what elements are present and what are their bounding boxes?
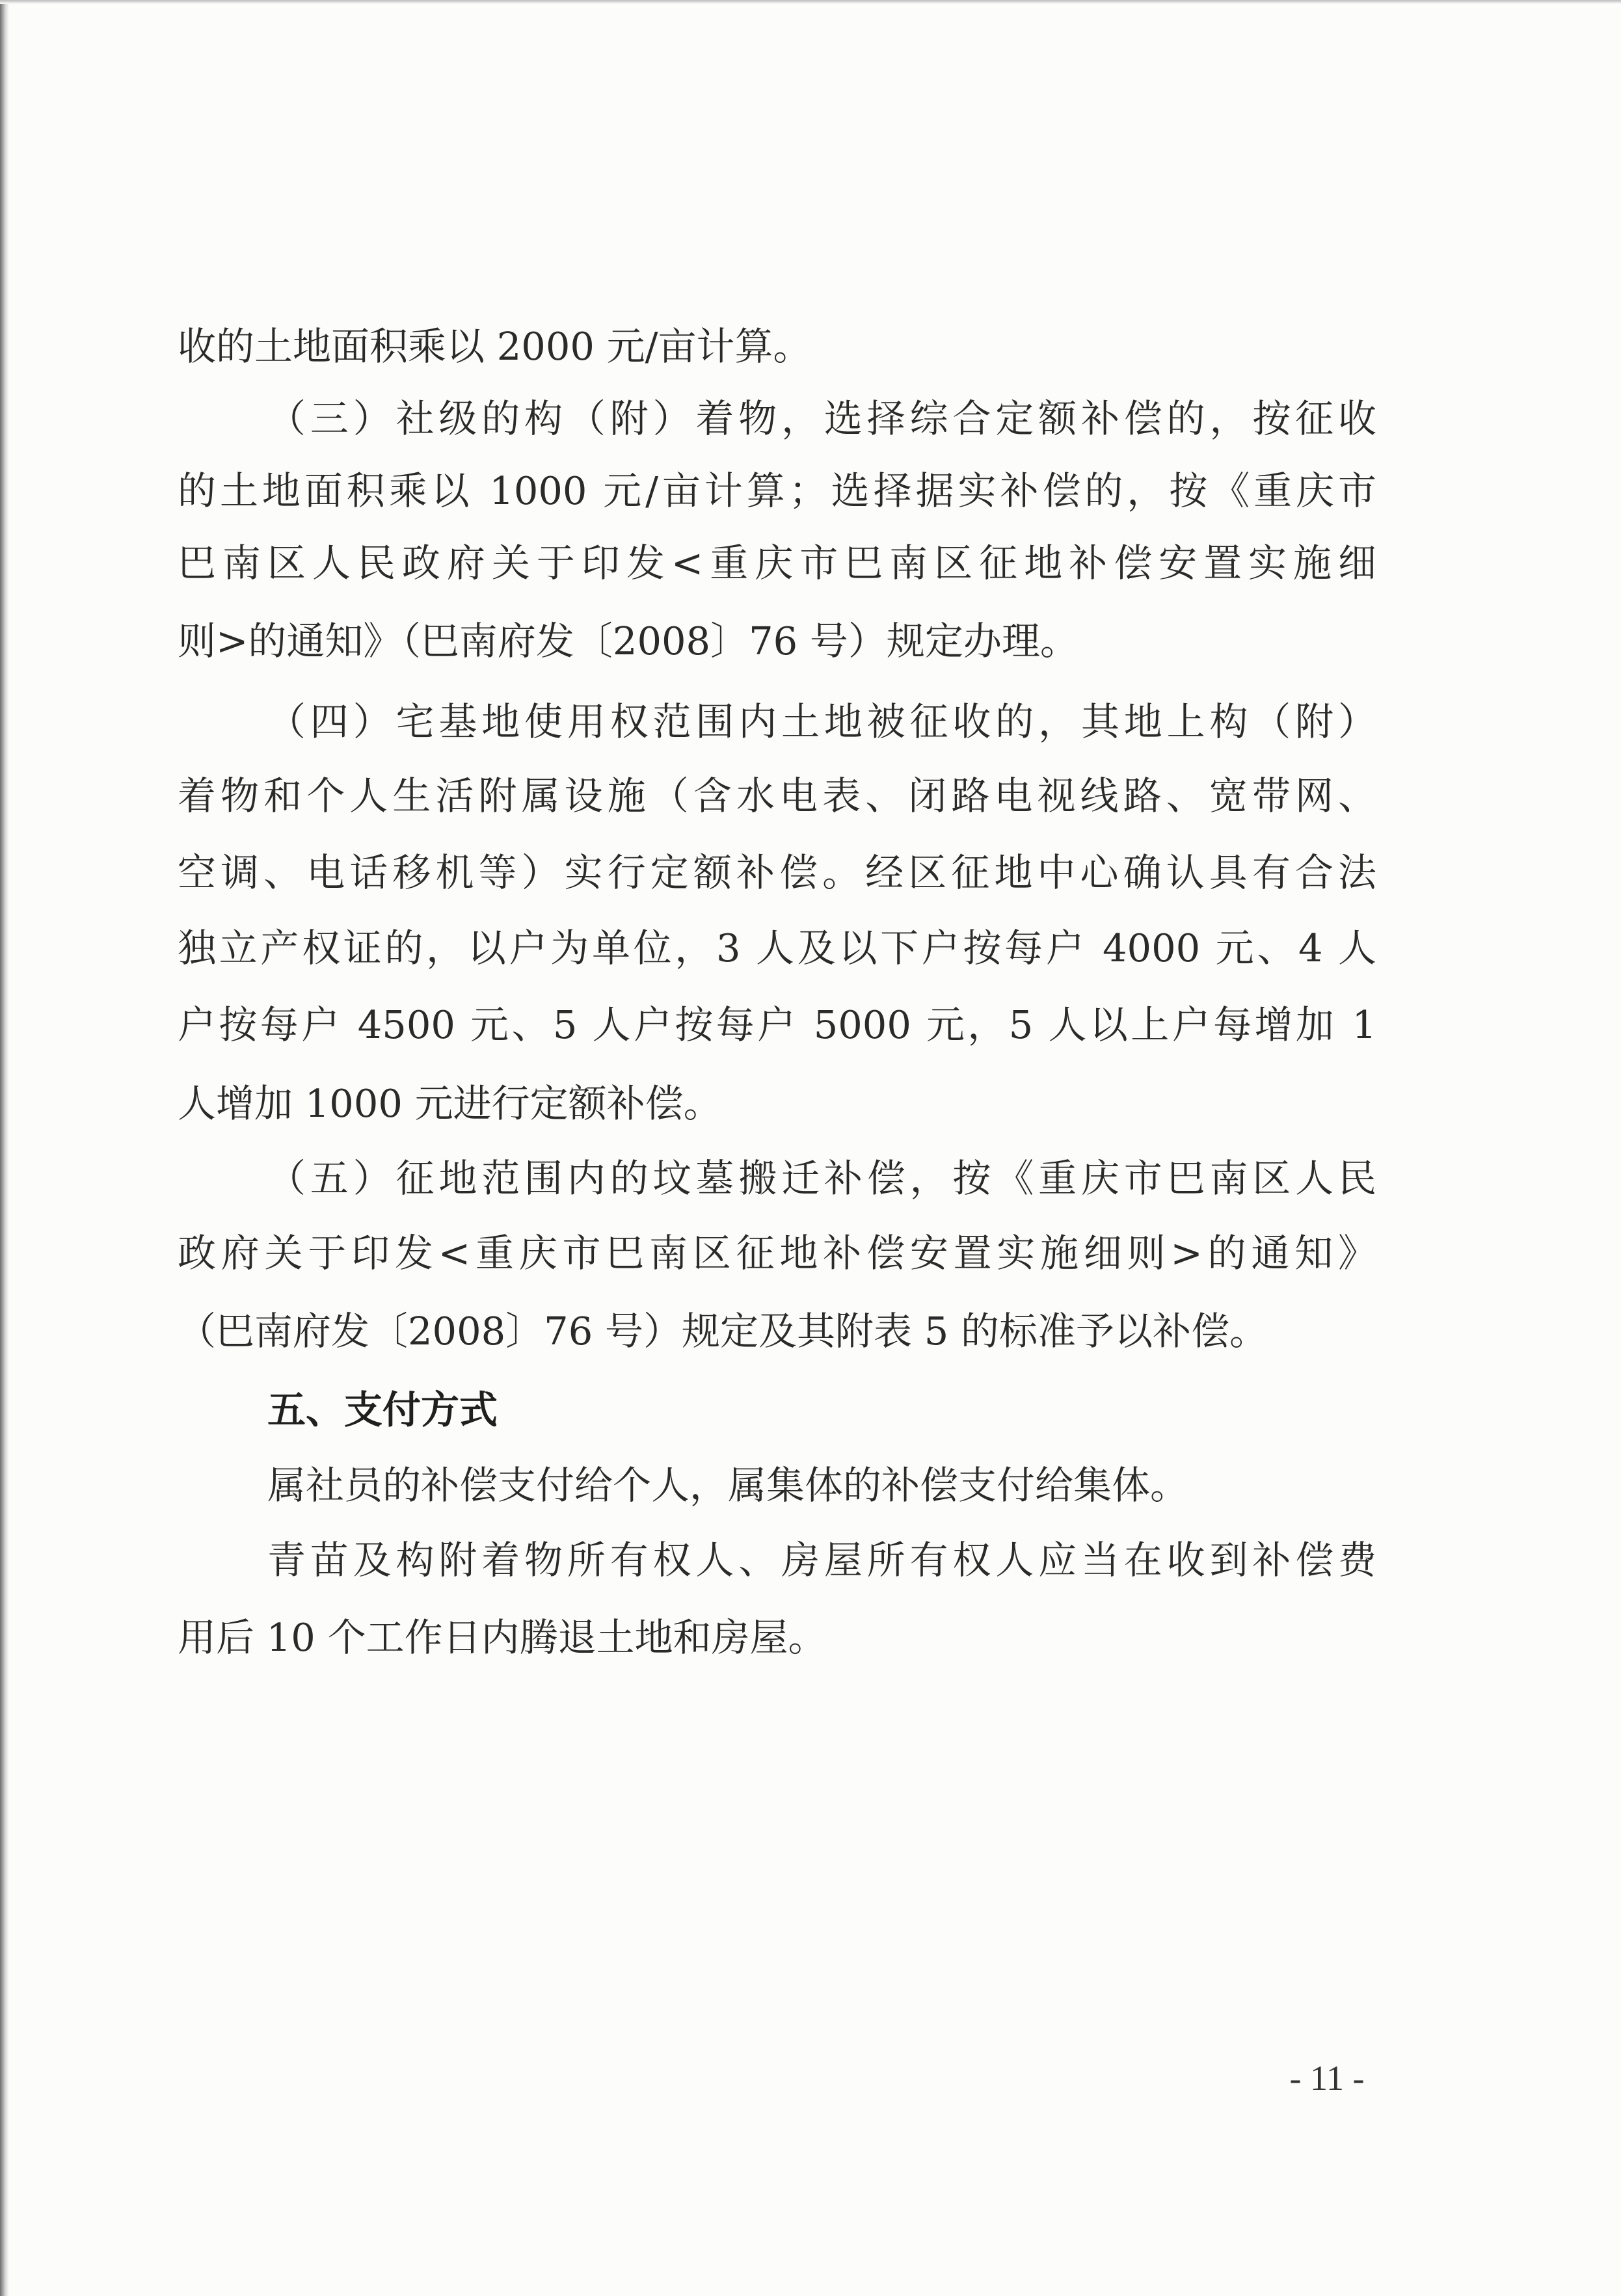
body-line: 用后 10 个工作日内腾退土地和房屋。 [178,1615,827,1660]
body-line: 户按每户 4500 元、5 人户按每户 5000 元，5 人以上户每增加 1 [178,1002,1376,1047]
page-number: - 11 - [1289,2059,1365,2098]
body-line: 着物和个人生活附属设施（含水电表、闭路电视线路、宽带网、 [178,773,1376,818]
body-line: （五）征地范围内的坟墓搬迁补偿，按《重庆市巴南区人民 [267,1156,1376,1201]
body-line: （巴南府发〔2008〕76 号）规定及其附表 5 的标准予以补偿。 [178,1309,1268,1354]
section-heading: 五、支付方式 [267,1387,498,1432]
body-line: （三）社级的构（附）着物，选择综合定额补偿的，按征收 [267,396,1376,441]
body-line: 独立产权证的，以户为单位，3 人及以下户按每户 4000 元、4 人 [178,926,1376,970]
scan-edge-shadow [0,0,9,2296]
body-line: 巴南区人民政府关于印发<重庆市巴南区征地补偿安置实施细 [178,541,1376,585]
body-line: 政府关于印发<重庆市巴南区征地补偿安置实施细则>的通知》 [178,1231,1376,1275]
body-line: 的土地面积乘以 1000 元/亩计算；选择据实补偿的，按《重庆市 [178,468,1376,513]
body-line: 收的土地面积乘以 2000 元/亩计算。 [178,324,812,369]
body-line: 青苗及构附着物所有权人、房屋所有权人应当在收到补偿费 [267,1538,1376,1582]
body-line: 空调、电话移机等）实行定额补偿。经区征地中心确认具有合法 [178,850,1376,895]
body-line: 则>的通知》（巴南府发〔2008〕76 号）规定办理。 [178,619,1078,663]
body-line: 属社员的补偿支付给个人，属集体的补偿支付给集体。 [267,1463,1189,1508]
scan-top-shadow [0,0,1621,4]
body-line: 人增加 1000 元进行定额补偿。 [178,1081,722,1126]
body-line: （四）宅基地使用权范围内土地被征收的，其地上构（附） [267,699,1376,744]
